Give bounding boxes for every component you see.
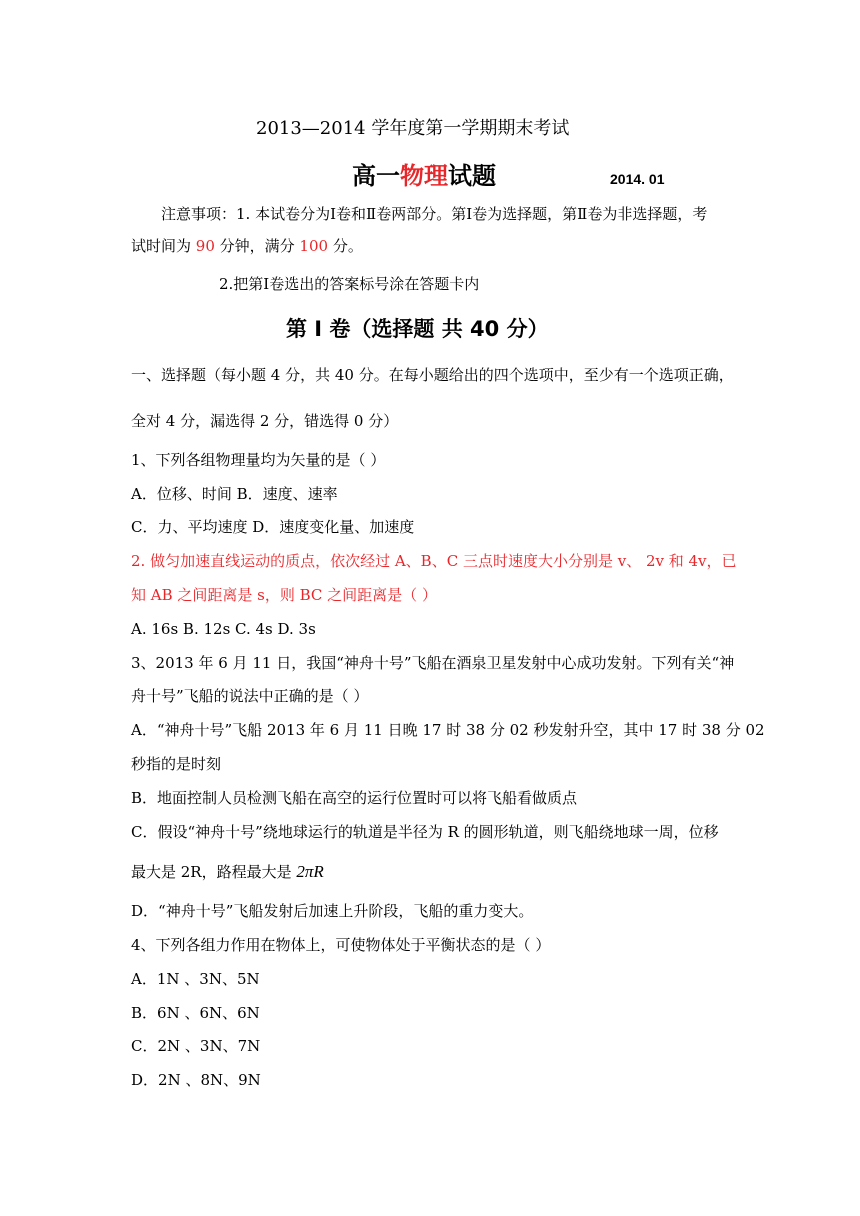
notice-line-2-pre: 试时间为 bbox=[131, 237, 196, 255]
q3-option-a-2: 秒指的是时刻 bbox=[131, 755, 222, 773]
notice-line-2-mid: 分钟，满分 bbox=[214, 237, 300, 255]
section-instruction-2: 全对 4 分，漏选得 2 分，错选得 0 分） bbox=[131, 412, 399, 430]
q4-option-c: C．2N 、3N、7N bbox=[131, 1037, 261, 1055]
section-title: 第 I 卷（选择题 共 40 分） bbox=[286, 317, 549, 341]
exam-title: 2013—2014 学年度第一学期期末考试 bbox=[256, 118, 570, 139]
q4-stem: 4、下列各组力作用在物体上，可使物体处于平衡状态的是（ ） bbox=[131, 936, 551, 954]
subject-title-post: 试题 bbox=[448, 162, 496, 190]
q2-stem-1: 2. 做匀加速直线运动的质点，依次经过 A、B、C 三点时速度大小分别是 v、 2v 和 4v，已 bbox=[131, 552, 737, 570]
section-instruction-1: 一、选择题（每小题 4 分，共 40 分。在每小题给出的四个选项中，至少有一个选项正确， bbox=[131, 366, 734, 384]
notice-line-1: 注意事项：1. 本试卷分为Ⅰ卷和Ⅱ卷两部分。第Ⅰ卷为选择题，第Ⅱ卷为非选择题，考 bbox=[161, 205, 708, 223]
q4-option-b: B．6N 、6N、6N bbox=[131, 1004, 260, 1022]
q2-stem-2: 知 AB 之间距离是 s，则 BC 之间距离是（ ） bbox=[131, 586, 437, 604]
q3-option-d: D．“神舟十号”飞船发射后加速上升阶段，飞船的重力变大。 bbox=[131, 902, 534, 920]
q2-options: A. 16s B. 12s C. 4s D. 3s bbox=[131, 620, 316, 638]
subject-title-pre: 高一 bbox=[352, 162, 400, 190]
q3-stem-2: 舟十号”飞船的说法中正确的是（ ） bbox=[131, 687, 369, 705]
q3-option-c-2-formula: 2πR bbox=[296, 862, 324, 881]
exam-minutes: 90 bbox=[195, 237, 215, 255]
notice-line-2 bbox=[131, 236, 363, 256]
q3-stem-1: 3、2013 年 6 月 11 日，我国“神舟十号”飞船在酒泉卫星发射中心成功发射。下列有关“神 bbox=[131, 654, 735, 672]
q3-option-a-1: A．“神舟十号”飞船 2013 年 6 月 11 日晚 17 时 38 分 02 秒发射升空，其中 17 时 38 分 02 bbox=[131, 721, 765, 739]
notice-line-2-post: 分。 bbox=[328, 237, 363, 255]
subject-title-highlight: 物理 bbox=[400, 162, 448, 190]
q1-options-ab: A．位移、时间 B．速度、速率 bbox=[131, 485, 338, 503]
q4-option-a: A．1N 、3N、5N bbox=[131, 970, 260, 988]
q1-stem: 1、下列各组物理量均为矢量的是（ ） bbox=[131, 451, 386, 469]
subject-title bbox=[352, 161, 496, 191]
q3-option-c-2 bbox=[131, 862, 324, 882]
exam-date: 2014. 01 bbox=[610, 171, 665, 187]
q3-option-c-1: C．假设“神舟十号”绕地球运行的轨道是半径为 R 的圆形轨道，则飞船绕地球一周，位移 bbox=[131, 823, 719, 841]
q1-options-cd: C．力、平均速度 D．速度变化量、加速度 bbox=[131, 518, 415, 536]
q3-option-c-2-text: 最大是 2R，路程最大是 bbox=[131, 863, 297, 881]
q4-option-d: D．2N 、8N、9N bbox=[131, 1071, 261, 1089]
notice-line-3: 2.把第Ⅰ卷选出的答案标号涂在答题卡内 bbox=[219, 275, 480, 293]
q3-option-b: B．地面控制人员检测飞船在高空的运行位置时可以将飞船看做质点 bbox=[131, 789, 578, 807]
exam-score: 100 bbox=[299, 237, 329, 255]
